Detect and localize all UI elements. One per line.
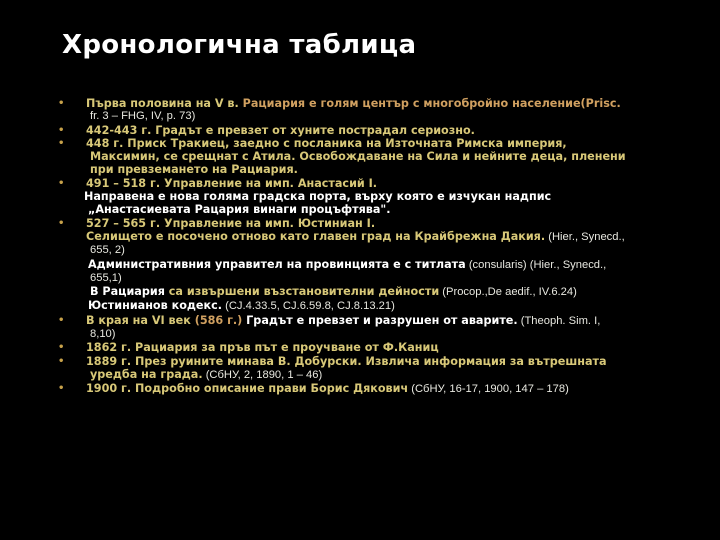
item-text: заедно с посланика на Източната Римска империя, <box>229 136 567 150</box>
item-date: 1889 г. <box>86 354 132 368</box>
list-item <box>58 217 708 314</box>
slide-title: Хронологична таблица <box>62 30 417 60</box>
bullet-icon: • <box>58 177 65 189</box>
bullet-icon: • <box>58 137 65 149</box>
list-item <box>58 124 708 137</box>
item-text: През руините минава В. Добурски. Извлича информация за вътрешната <box>131 354 607 368</box>
item-date: 491 – 518 г. Управление на имп. Анастасий I. <box>86 176 378 190</box>
list-item <box>58 341 708 354</box>
item-date: 448 г. Приск Тракиец, <box>86 136 230 150</box>
item-source: 655,1) <box>90 271 122 284</box>
item-source: (СбНУ, 16-17, 1900, 147 – 178) <box>408 383 569 396</box>
item-source: 655, 2) <box>90 244 125 257</box>
item-date: 1862 г. <box>86 341 132 355</box>
item-text-cont: Юстинианов кодекс. <box>88 299 222 313</box>
bullet-icon: • <box>58 314 65 326</box>
item-source: (Procop.,De aedif., IV.6.24) <box>439 286 577 299</box>
bullet-icon: • <box>58 98 65 109</box>
bullet-icon: • <box>58 217 65 229</box>
item-text: Рациария е голям център с многобройно население(Prisc. <box>238 97 621 110</box>
item-text-cont: Направена е нова голяма градска порта, върху която е изчукан надпис <box>84 190 552 204</box>
item-text-cont: са извършени възстановителни дейности <box>164 285 440 299</box>
item-date: В края на VI век <box>86 313 191 327</box>
item-source: 8,10) <box>90 328 116 341</box>
list-item <box>58 355 708 383</box>
item-date: 442-443 г. <box>86 123 152 137</box>
item-text-cont: при превземането на Рациария. <box>90 163 298 177</box>
item-text: Градът е превзет и разрушен от аварите. <box>242 313 518 327</box>
item-source: (СбНУ, 2, 1890, 1 – 46) <box>202 368 323 381</box>
item-date: 527 – 565 г. Управление на имп. Юстиниан I. <box>86 216 376 230</box>
item-text: (586 г.) <box>190 313 243 327</box>
list-item <box>58 314 708 342</box>
item-text: Градът е превзет от хуните пострадал сериозно. <box>151 123 475 137</box>
item-text-cont: Административния управител на провинцията е с титлата <box>88 257 466 271</box>
item-text-cont: Селището е посочено отново като главен град на Крайбрежна Дакия. <box>86 229 546 243</box>
item-text: Рациария за пръв път е проучване от Ф.Каниц <box>131 341 439 355</box>
item-source: fr. 3 – FHG, IV, p. 73) <box>90 110 196 123</box>
bullet-icon: • <box>58 383 65 395</box>
item-source: (consularis) (Hier., Synecd., <box>465 258 607 271</box>
item-text-cont: „Анастасиевата Рацария винаги процъфтява". <box>88 203 391 217</box>
item-text-cont: В Рациария <box>90 285 165 299</box>
item-text-cont: Максимин, се срещнат с Атила. Освобождаване на Сила и нейните деца, пленени <box>90 150 626 164</box>
list-item <box>58 177 708 217</box>
item-text-cont: уредба на града. <box>90 367 203 381</box>
list-item <box>58 137 708 177</box>
bullet-icon: • <box>58 124 65 136</box>
chronology-list <box>58 97 708 397</box>
item-source: (Hier., Synecd., <box>545 230 625 243</box>
item-date: 1900 г. <box>86 382 132 396</box>
item-source: (Theoph. Sim. I, <box>517 314 601 327</box>
list-item <box>58 97 708 124</box>
item-date: Първа половина на V в. <box>86 97 239 110</box>
list-item <box>58 382 708 396</box>
item-text: Подробно описание прави Борис Дякович <box>131 382 409 396</box>
bullet-icon: • <box>58 355 65 367</box>
item-source: (CJ.4.33.5, CJ.6.59.8, CJ.8.13.21) <box>221 300 395 313</box>
bullet-icon: • <box>58 342 65 354</box>
